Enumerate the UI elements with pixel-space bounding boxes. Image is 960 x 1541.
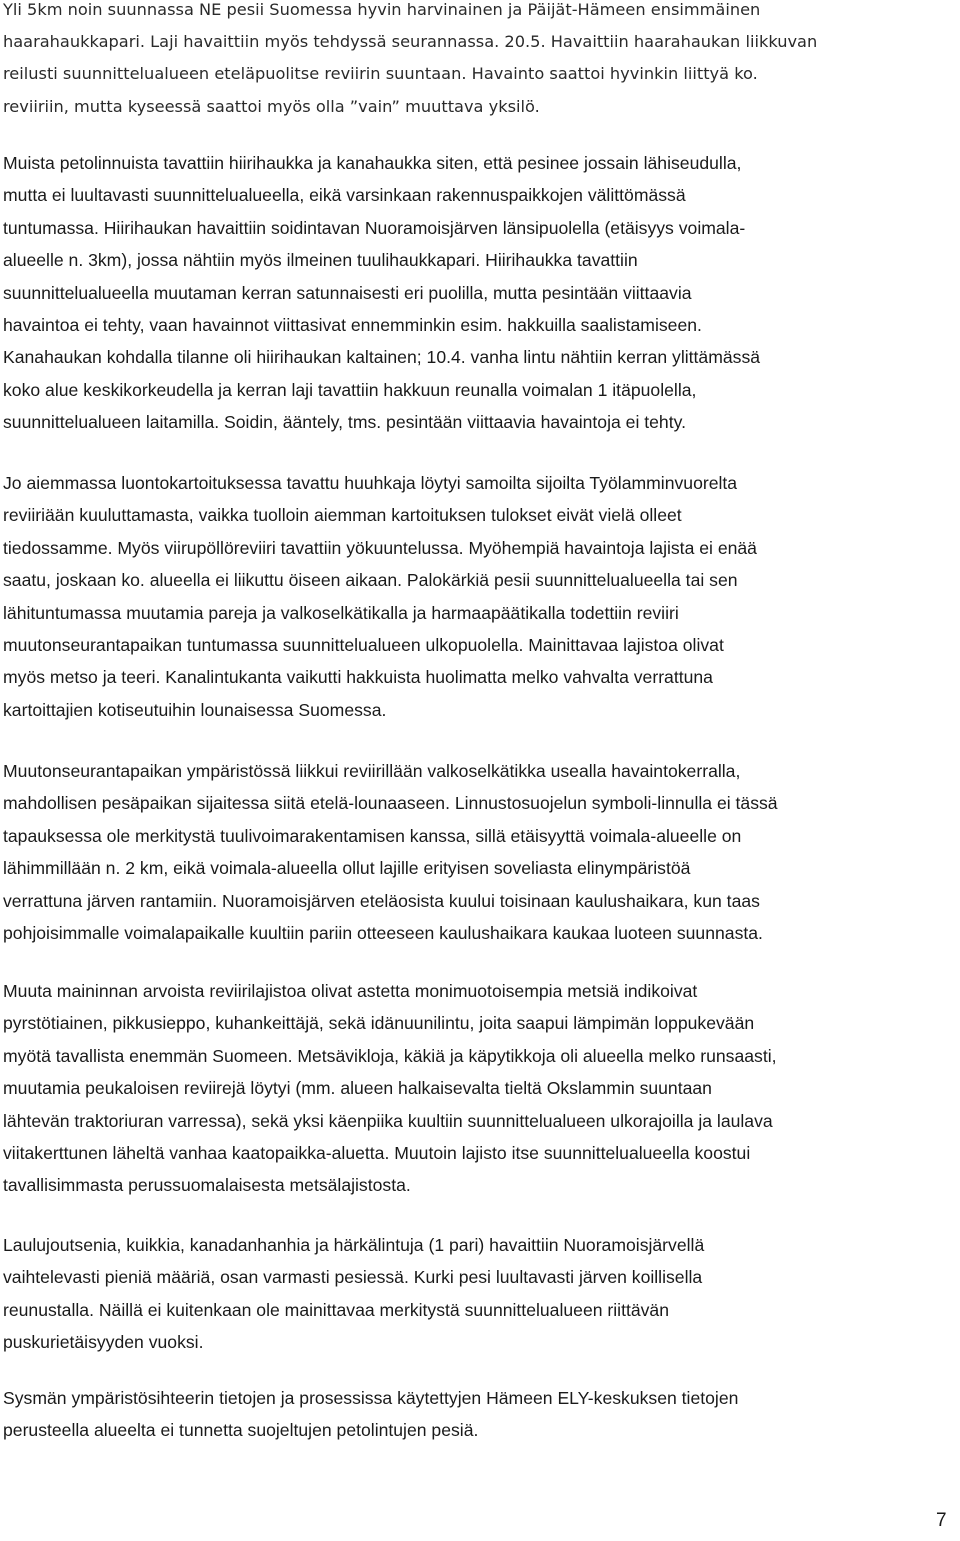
text-line: Kanahaukan kohdalla tilanne oli hiirihaukan kaltainen; 10.4. vanha lintu nähtiin kerran ylittämässä bbox=[3, 347, 761, 368]
text-line: myös metso ja teeri. Kanalintukanta vaikutti hakkuista huolimatta melko vahvalta verrattuna bbox=[3, 667, 713, 688]
text-line: lähituntumassa muutamia pareja ja valkoselkätikalla ja harmaapäätikalla todettiin reviiri bbox=[3, 602, 679, 623]
text-line: mahdollisen pesäpaikan sijaitessa siitä etelä-lounaaseen. Linnustosuojelun symboli-linnulla ei tässä bbox=[3, 793, 778, 814]
text-line: verrattuna järven rantamiin. Nuoramoisjärven eteläosista kuului toisinaan kaulushaikara, kun taas bbox=[3, 890, 760, 911]
text-line: tuntumassa. Hiirihaukan havaittiin soidintavan Nuoramoisjärven länsipuolella (etäisyys voimala- bbox=[3, 217, 746, 238]
text-line: reilusti suunnittelualueen eteläpuolitse reviirin suuntaan. Havainto saattoi hyvinkin liittyä ko. bbox=[3, 64, 758, 84]
text-line: mutta ei luultavasti suunnittelualueella, eikä varsinkaan rakennuspaikkojen välittömässä bbox=[3, 185, 686, 206]
text-line: reunustalla. Näillä ei kuitenkaan ole mainittavaa merkitystä suunnittelualueen riittävän bbox=[3, 1299, 670, 1320]
text-line: Laulujoutsenia, kuikkia, kanadanhanhia ja härkälintuja (1 pari) havaittiin Nuoramoisjärvellä bbox=[3, 1235, 705, 1255]
text-line: haarahaukkapari. Laji havaittiin myös tehdyssä seurannassa. 20.5. Havaittiin haarahaukan liikkuvan bbox=[3, 32, 818, 52]
text-line: lähtevän traktoriuran varressa), sekä yksi käenpiika kuultiin suunnittelualueen ulkorajoilla ja laulava bbox=[3, 1110, 773, 1131]
text-line: perusteella alueelta ei tunnetta suojeltujen petolintujen pesiä. bbox=[3, 1420, 479, 1441]
text-line: saatu, joskaan ko. alueella ei liikuttu öiseen aikaan. Palokärkiä pesii suunnittelualueella tai sen bbox=[3, 570, 738, 591]
text-line: muutonseurantapaikan tuntumassa suunnittelualueen ulkopuolella. Mainittavaa lajistoa olivat bbox=[3, 635, 724, 656]
paragraph-huuhkaja bbox=[3, 467, 757, 726]
text-line: tiedossamme. Myös viirupöllöreviiri tavattiin yökuuntelussa. Myöhempiä havaintoja lajista ei enää bbox=[3, 537, 757, 558]
text-line: Sysmän ympäristösihteerin tietojen ja prosessissa käytettyjen Hämeen ELY-keskuksen tietojen bbox=[3, 1388, 739, 1408]
text-line: suunnittelualueella muutaman kerran satunnaisesti eri puolilla, mutta pesintään viittaavia bbox=[3, 282, 692, 303]
text-line: myötä tavallista enemmän Suomeen. Metsävikloja, käkiä ja käpytikkoja oli alueella melko runsaasti, bbox=[3, 1045, 777, 1066]
text-line: Muista petolinnuista tavattiin hiirihaukka ja kanahaukka siten, että pesinee jossain lähiseudulla, bbox=[3, 153, 742, 173]
text-line: muutamia peukaloisen reviirejä löytyi (mm. alueen halkaisevalta tieltä Okslammin suuntaan bbox=[3, 1078, 712, 1099]
paragraph-muutonseuranta bbox=[3, 755, 778, 949]
text-line: tapauksessa ole merkitystä tuulivoimarakentamisen kanssa, sillä etäisyyttä voimala-alueelle on bbox=[3, 825, 742, 846]
text-line: vaihtelevasti pieniä määriä, osan varmasti pesiessä. Kurki pesi luultavasti järven koillisella bbox=[3, 1267, 703, 1288]
text-line: Muuta maininnan arvoista reviirilajistoa olivat astetta monimuotoisempia metsiä indikoivat bbox=[3, 981, 698, 1001]
text-line: pohjoisimmalle voimalapaikalle kuultiin pariin otteeseen kaulushaikara kaukaa luoteen suunnasta. bbox=[3, 923, 763, 944]
text-line: puskurietäisyyden vuoksi. bbox=[3, 1332, 204, 1353]
text-line: havaintoa ei tehty, vaan havainnot viittasivat ennemminkin esim. hakkuilla saalistamiseen. bbox=[3, 315, 702, 336]
text-line: pyrstötiainen, pikkusieppo, kuhankeittäjä, sekä idänuunilintu, joita saapui lämpimän loppukevään bbox=[3, 1013, 755, 1034]
paragraph-haarahaukka bbox=[3, 0, 817, 123]
paragraph-vesilinnut bbox=[3, 1229, 704, 1359]
text-line: Jo aiemmassa luontokartoituksessa tavattu huuhkaja löytyi samoilta sijoilta Työlamminvuorelta bbox=[3, 473, 738, 493]
text-line: suunnittelualueen laitamilla. Soidin, ääntely, tms. pesintään viittaavia havaintoja ei tehty. bbox=[3, 412, 686, 433]
text-line: Yli 5km noin suunnassa NE pesii Suomessa hyvin harvinainen ja Päijät-Hämeen ensimmäinen bbox=[3, 0, 761, 19]
paragraph-petolinnut bbox=[3, 147, 760, 439]
page-number: 7 bbox=[936, 1510, 947, 1531]
text-line: kartoittajien kotiseutuihin lounaisessa Suomessa. bbox=[3, 699, 387, 720]
text-line: tavallisimmasta perussuomalaisesta metsälajistosta. bbox=[3, 1175, 411, 1196]
text-line: reviiriin, mutta kyseessä saattoi myös olla ”vain” muuttava yksilö. bbox=[3, 96, 540, 116]
text-line: lähimmillään n. 2 km, eikä voimala-alueella ollut lajille erityisen soveliasta elinympäristöä bbox=[3, 858, 691, 879]
text-line: viitakerttunen läheltä vanhaa kaatopaikka-aluetta. Muutoin lajisto itse suunnittelualueella koostui bbox=[3, 1143, 751, 1164]
paragraph-reviirilajisto bbox=[3, 975, 777, 1202]
paragraph-ymparistosihteeri bbox=[3, 1382, 738, 1447]
text-line: Muutonseurantapaikan ympäristössä liikkui reviirillään valkoselkätikka usealla havaintokerralla, bbox=[3, 761, 741, 781]
text-line: alueelle n. 3km), jossa nähtiin myös ilmeinen tuulihaukkapari. Hiirihaukka tavattiin bbox=[3, 250, 638, 271]
text-line: koko alue keskikorkeudella ja kerran laji tavattiin hakkuun reunalla voimalan 1 itäpuolella, bbox=[3, 379, 697, 400]
text-line: reviiriään kuuluttamasta, vaikka tuolloin aiemman kartoituksen tulokset eivät vielä olleet bbox=[3, 505, 682, 526]
